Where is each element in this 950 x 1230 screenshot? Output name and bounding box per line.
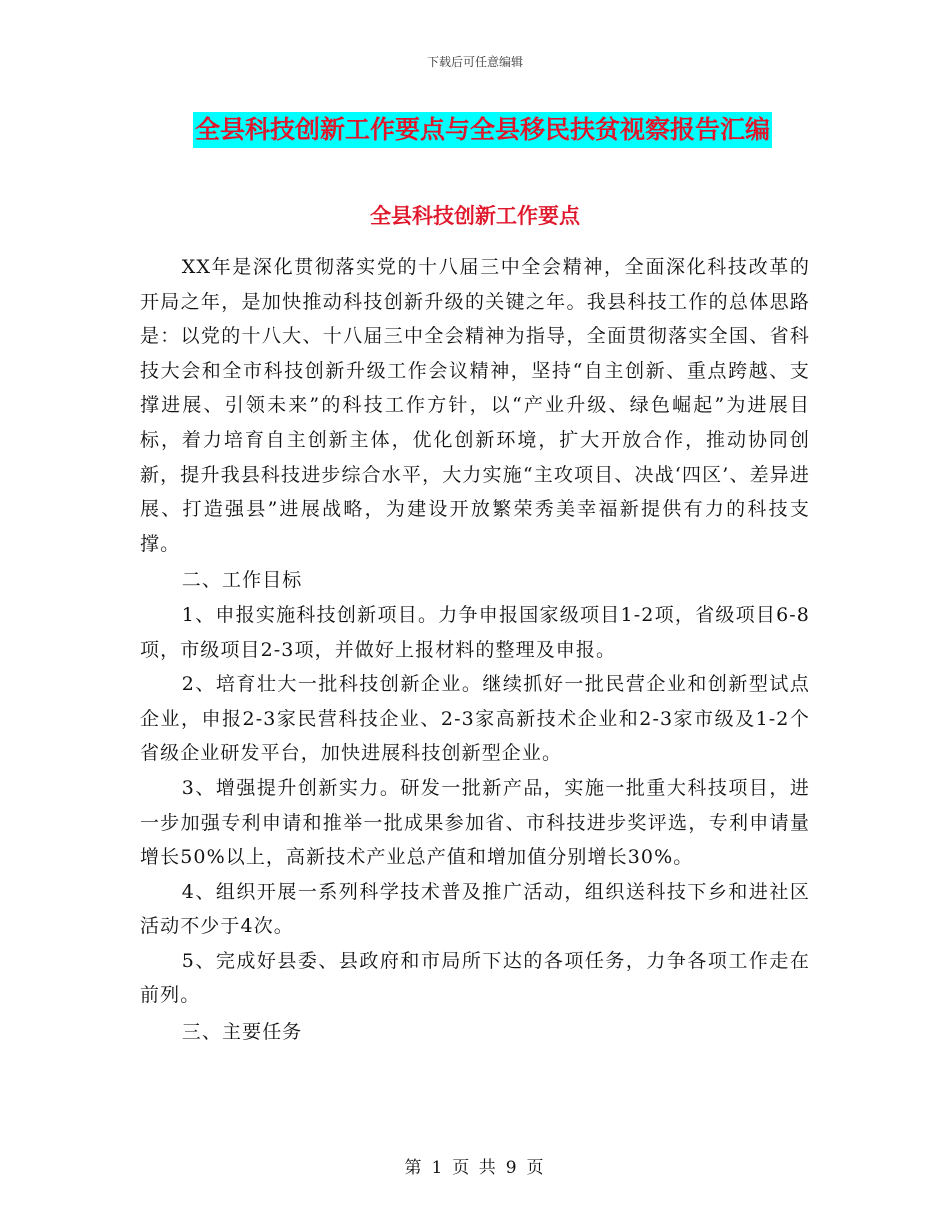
page-number	[0, 1153, 950, 1178]
goal-item-4: 4、组织开展一系列科学技术普及推广活动，组织送科技下乡和进社区活动不少于4次。	[140, 880, 810, 938]
goal-item-5: 5、完成好县委、县政府和市局所下达的各项任务，力争各项工作走在前列。	[140, 949, 810, 1007]
total-pages: 9	[505, 1158, 519, 1178]
current-page: 1	[431, 1158, 445, 1178]
goal-item-3: 3、增强提升创新实力。研发一批新产品，实施一批重大科技项目，进一步加强专利申请和推举一批成果参加省、市科技进步奖评选，专利申请量增长50%以上，高新技术产业总产值和增加值分别增长30%。	[140, 776, 810, 869]
goal-item-1: 1、申报实施科技创新项目。力争申报国家级项目1-2项，省级项目6-8项，市级项目2-3项，并做好上报材料的整理及申报。	[140, 603, 810, 661]
heading-main-tasks: 三、主要任务	[181, 1021, 303, 1044]
header-note: 下载后可任意编辑	[426, 55, 523, 69]
page-suffix: 页	[526, 1158, 546, 1178]
document-body	[140, 250, 810, 1050]
section-title: 全县科技创新工作要点	[370, 204, 580, 228]
page-middle: 页 共	[452, 1158, 498, 1178]
goal-item-2: 2、培育壮大一批科技创新企业。继续抓好一批民营企业和创新型试点企业，申报2-3家民营科技企业、2-3家高新技术企业和2-3家市级及1-2个省级企业研发平台，加快进展科技创新型企业。	[140, 673, 810, 765]
heading-work-goals: 二、工作目标	[181, 569, 303, 592]
document-title: 全县科技创新工作要点与全县移民扶贫视察报告汇编	[193, 112, 772, 148]
intro-paragraph: XX年是深化贯彻落实党的十八届三中全会精神，全面深化科技改革的开局之年，是加快推动科技创新升级的关键之年。我县科技工作的总体思路是：以党的十八大、十八届三中全会精神为指导，全面贯彻落实全国、省科技大会和全市科技创新升级工作会议精神，坚持“自主创新、重点跨越、支撑进展、引领未来”的科技工作方针，以“产业升级、绿色崛起”为进展目标，着力培育自主创新主体，优化创新环境，扩大开放合作，推动协同创新，提升我县科技进步综合水平，大力实施“主攻项目、决战‘四区’、差异进展、打造强县”进展战略，为建设开放繁荣秀美幸福新提供有力的科技支撑。	[140, 256, 810, 555]
page-prefix: 第	[404, 1158, 424, 1178]
